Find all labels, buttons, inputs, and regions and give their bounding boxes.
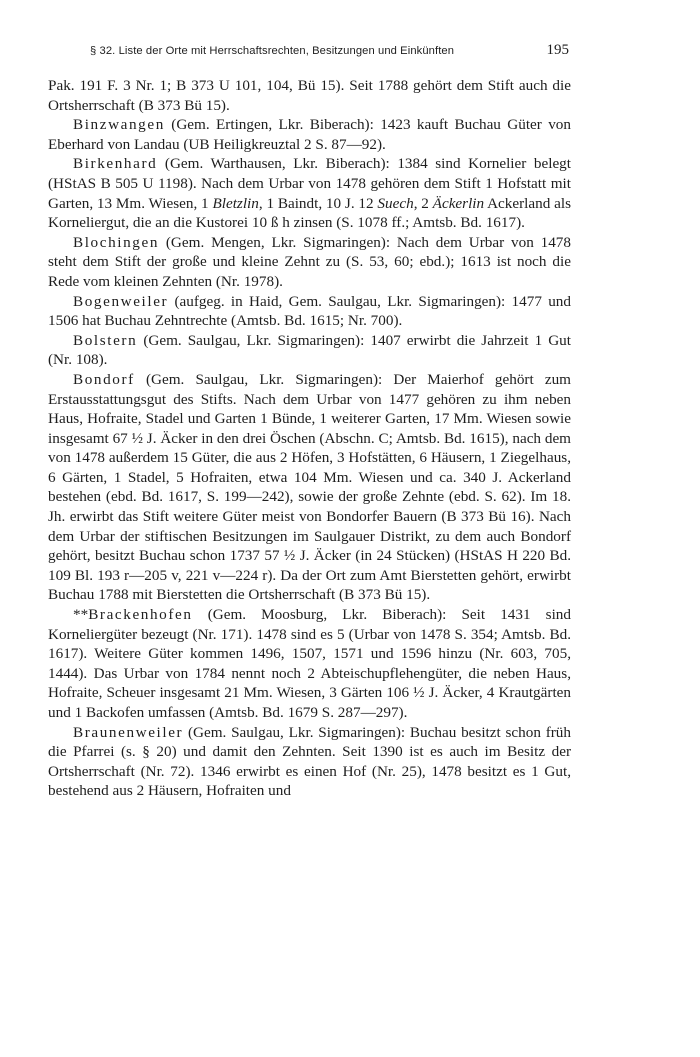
place-name: Brackenhofen xyxy=(88,606,193,624)
entry-paragraph xyxy=(48,370,571,605)
italic-term: Bletzlin xyxy=(212,194,259,212)
place-name: Bogenweiler xyxy=(73,292,169,310)
entry-text: (Gem. Saulgau, Lkr. Sigmaringen): 1407 erwirbt die Jahrzeit 1 Gut (Nr. 108). xyxy=(48,331,571,369)
entry-paragraph xyxy=(48,233,571,292)
entry-text: (Gem. Saulgau, Lkr. Sigmaringen): Buchau besitzt schon früh die Pfarrei (s. § 20) und damit den Zehnten. Seit 1390 ist es auch im Besitz der Ortsherrschaft (Nr. 72). 1346 erwirbt es einen Hof (Nr. 25), 1478 besitzt es 1 Gut, bestehend aus 2 Häusern, Hofraiten und xyxy=(48,723,571,800)
continued-paragraph xyxy=(48,76,571,115)
entry-text: (Gem. Ertingen, Lkr. Biberach): 1423 kauft Buchau Güter von Eberhard von Landau (UB Heiligkreuztal 2 S. 87—92). xyxy=(48,116,571,153)
italic-term: Äckerlin xyxy=(432,194,485,212)
place-name: Blochingen xyxy=(73,233,160,251)
entry-text: (Gem. Mengen, Lkr. Sigmaringen): Nach dem Urbar von 1478 steht dem Stift der große und kleine Zehnt zu (S. 53, 60; ebd.); 1613 ist noch die Rede vom kleinen Zehnten (Nr. 1978). xyxy=(48,233,571,290)
entry-paragraph xyxy=(48,723,571,801)
place-name: Bondorf xyxy=(73,370,135,388)
place-name: Birkenhard xyxy=(73,155,158,173)
entry-text: , 1 Baindt, 10 J. 12 xyxy=(258,194,378,212)
italic-term: Suech xyxy=(377,194,414,212)
entry-paragraph xyxy=(48,292,571,331)
entry-text: Ackerland als Korneliergut, die an die Kustorei 10 ß h zinsen (S. 1078 ff.; Amtsb. Bd. 1617). xyxy=(48,194,572,232)
running-head xyxy=(90,42,571,59)
body-text xyxy=(48,76,571,801)
entry-paragraph xyxy=(48,115,571,154)
entry-text: , 2 xyxy=(413,194,433,212)
entry-text: (aufgeg. in Haid, Gem. Saulgau, Lkr. Sigmaringen): 1477 und 1506 hat Buchau Zehntrechte (Amtsb. Bd. 1615; Nr. 700). xyxy=(48,292,571,330)
entry-text: (Gem. Saulgau, Lkr. Sigmaringen): Der Maierhof gehört zum Erstausstattungsgut des Stifts. Nach dem Urbar von 1477 gehören zu ihm neben Haus, Hofraite, Stadel und Garten 1 Bünde, 1 weiterer Garten, 17 Mm. Wiesen sowie insgesamt 67 ½ J. Äcker in den drei Öschen (Abschn. C; Amtsb. Bd. 1615), nach dem von 1478 außerdem 15 Güter, die aus 2 Höfen, 3 Hofstätten, 6 Häusern, 1 Ziegelhaus, 6 Gärten, 1 Stadel, 5 Hofraiten, etwa 104 Mm. Wiesen und ca. 340 J. Ackerland bestehen (ebd. Bd. 1617, S. 199—242), sowie der große Zehnte (ebd. S. 62). Im 18. Jh. erwirbt das Stift weitere Güter meist von Bondorfer Bauern (B 373 Bü 16). Nach dem Urbar der stiftischen Besitzungen im Saulgauer Distrikt, zu dem auch Bondorf gehört, besitzt Buchau schon 1737 57 ½ J. Äcker (in 24 Stücken) (HStAS H 220 Bd. 109 Bl. 193 r—205 v, 221 v—224 r). Da der Ort zum Amt Bierstetten gehört, erwirbt Buchau 1788 mit Bierstetten die Ortsherrschaft (B 373 Bü 15). xyxy=(48,370,571,604)
place-name: Binzwangen xyxy=(73,116,165,134)
entry-paragraph xyxy=(48,605,571,723)
entry-text: (Gem. Warthausen, Lkr. Biberach): 1384 sind Kornelier belegt (HStAS B 505 U 1198). Nach dem Urbar von 1478 gehören dem Stift 1 Hofstatt mit Garten, 13 Mm. Wiesen, 1 xyxy=(48,155,571,212)
page-number: 195 xyxy=(546,42,569,58)
running-head-title: § 32. Liste der Orte mit Herrschaftsrechten, Besitzungen und Einkünften xyxy=(90,45,455,57)
entry-text: (Gem. Moosburg, Lkr. Biberach): Seit 1431 sind Korneliergüter bezeugt (Nr. 171). 1478 sind es 5 (Urbar von 1478 S. 354; Amtsb. Bd. 1617). Weitere Güter kommen 1496, 1507, 1571 und 1596 hinzu (Nr. 603, 705, 1444). Das Urbar von 1784 nennt noch 2 Abteischupflehengüter, die neben Haus, Hofraite, Scheuer insgesamt 21 Mm. Wiesen, 3 Gärten 106 ½ J. Äcker, 4 Krautgärten und 1 Backofen umfassen (Amtsb. Bd. 1679 S. 287—297). xyxy=(48,606,571,721)
entry-text: Pak. 191 F. 3 Nr. 1; B 373 U 101, 104, Bü 15). Seit 1788 gehört dem Stift auch die Ortsherrschaft (B 373 Bü 15). xyxy=(48,77,571,114)
book-page xyxy=(48,42,571,801)
entry-marker: ** xyxy=(73,606,89,624)
place-name: Braunenweiler xyxy=(73,723,184,741)
entry-paragraph xyxy=(48,154,571,232)
place-name: Bolstern xyxy=(73,331,138,349)
entry-paragraph xyxy=(48,331,571,370)
